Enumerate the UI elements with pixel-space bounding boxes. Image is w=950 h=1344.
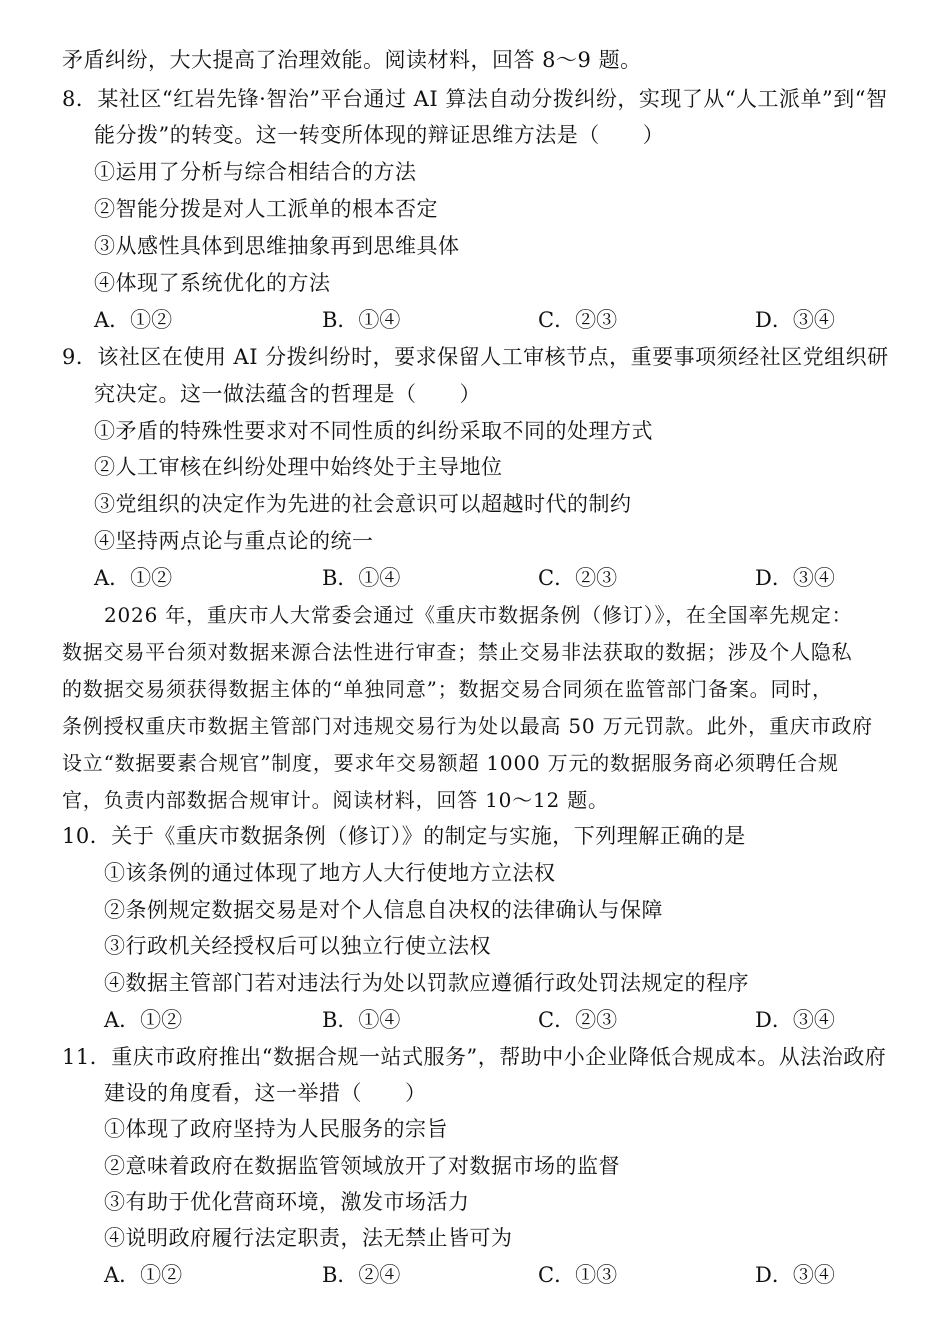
question-8-choice-a[interactable]: A．①② (94, 308, 173, 332)
passage-line-2: 数据交易平台须对数据来源合法性进行审查；禁止交易非法获取的数据；涉及个人隐私 (62, 640, 853, 664)
question-8-choice-c[interactable]: C．②③ (538, 308, 618, 332)
question-11-stem-line-2: 建设的角度看，这一举措（ ） (104, 1081, 427, 1105)
passage-line-1: 2026 年，重庆市人大常委会通过《重庆市数据条例（修订）》，在全国率先规定： (104, 603, 853, 627)
question-8-statement-2: ②智能分拨是对人工派单的根本否定 (94, 197, 438, 221)
question-8-stem-line-1: 8．某社区“红岩先锋·智治”平台通过 AI 算法自动分拨纠纷，实现了从“人工派单”到“智 (62, 87, 888, 111)
question-11-choice-c[interactable]: C．①③ (538, 1263, 618, 1287)
question-10-statement-1: ①该条例的通过体现了地方人大行使地方立法权 (104, 861, 556, 885)
question-11-choice-a[interactable]: A．①② (104, 1263, 183, 1287)
question-10-statement-3: ③行政机关经授权后可以独立行使立法权 (104, 934, 491, 958)
question-9-statement-4: ④坚持两点论与重点论的统一 (94, 529, 374, 553)
passage-line-5: 设立“数据要素合规官”制度，要求年交易额超 1000 万元的数据服务商必须聘任合规 (62, 751, 839, 775)
question-10-stem-line-1: 10．关于《重庆市数据条例（修订）》的制定与实施，下列理解正确的是 (62, 824, 746, 848)
question-10-statement-2: ②条例规定数据交易是对个人信息自决权的法律确认与保障 (104, 898, 663, 922)
question-9-statement-3: ③党组织的决定作为先进的社会意识可以超越时代的制约 (94, 492, 632, 516)
question-10-choice-c[interactable]: C．②③ (538, 1008, 618, 1032)
question-11-statement-1: ①体现了政府坚持为人民服务的宗旨 (104, 1117, 448, 1141)
question-9-statement-1: ①矛盾的特殊性要求对不同性质的纠纷采取不同的处理方式 (94, 419, 653, 443)
question-10-choice-d[interactable]: D．③④ (755, 1008, 835, 1032)
question-9-choice-b[interactable]: B．①④ (322, 566, 401, 590)
question-11-statement-4: ④说明政府履行法定职责，法无禁止皆可为 (104, 1226, 513, 1250)
question-9-stem-line-2: 究决定。这一做法蕴含的哲理是（ ） (94, 382, 481, 406)
question-10-statement-4: ④数据主管部门若对违法行为处以罚款应遵循行政处罚法规定的程序 (104, 971, 749, 995)
question-10-choice-a[interactable]: A．①② (104, 1008, 183, 1032)
question-10-choice-b[interactable]: B．①④ (322, 1008, 401, 1032)
question-8-statement-4: ④体现了系统优化的方法 (94, 271, 331, 295)
passage-line-4: 条例授权重庆市数据主管部门对违规交易行为处以最高 50 万元罚款。此外，重庆市政府 (62, 714, 873, 738)
question-11-choice-b[interactable]: B．②④ (322, 1263, 401, 1287)
question-11-statement-2: ②意味着政府在数据监管领域放开了对数据市场的监督 (104, 1154, 620, 1178)
question-9-choice-d[interactable]: D．③④ (755, 566, 835, 590)
question-8-stem-line-2: 能分拨”的转变。这一转变所体现的辩证思维方法是（ ） (94, 123, 665, 147)
question-8-statement-3: ③从感性具体到思维抽象再到思维具体 (94, 234, 460, 258)
question-9-stem-line-1: 9．该社区在使用 AI 分拨纠纷时，要求保留人工审核节点，重要事项须经社区党组织研 (62, 345, 889, 369)
question-9-choice-a[interactable]: A．①② (94, 566, 173, 590)
passage-line-6: 官，负责内部数据合规审计。阅读材料，回答 10～12 题。 (62, 788, 609, 812)
question-11-choice-d[interactable]: D．③④ (755, 1263, 835, 1287)
lead-in-text: 矛盾纠纷，大大提高了治理效能。阅读材料，回答 8～9 题。 (62, 48, 642, 72)
question-8-choice-d[interactable]: D．③④ (755, 308, 835, 332)
question-11-stem-line-1: 11．重庆市政府推出“数据合规一站式服务”，帮助中小企业降低合规成本。从法治政府 (62, 1045, 887, 1069)
question-9-statement-2: ②人工审核在纠纷处理中始终处于主导地位 (94, 455, 503, 479)
question-8-statement-1: ①运用了分析与综合相结合的方法 (94, 160, 417, 184)
question-9-choice-c[interactable]: C．②③ (538, 566, 618, 590)
passage-line-3: 的数据交易须获得数据主体的“单独同意”；数据交易合同须在监管部门备案。同时， (62, 677, 833, 701)
question-11-statement-3: ③有助于优化营商环境，激发市场活力 (104, 1190, 470, 1214)
question-8-choice-b[interactable]: B．①④ (322, 308, 401, 332)
